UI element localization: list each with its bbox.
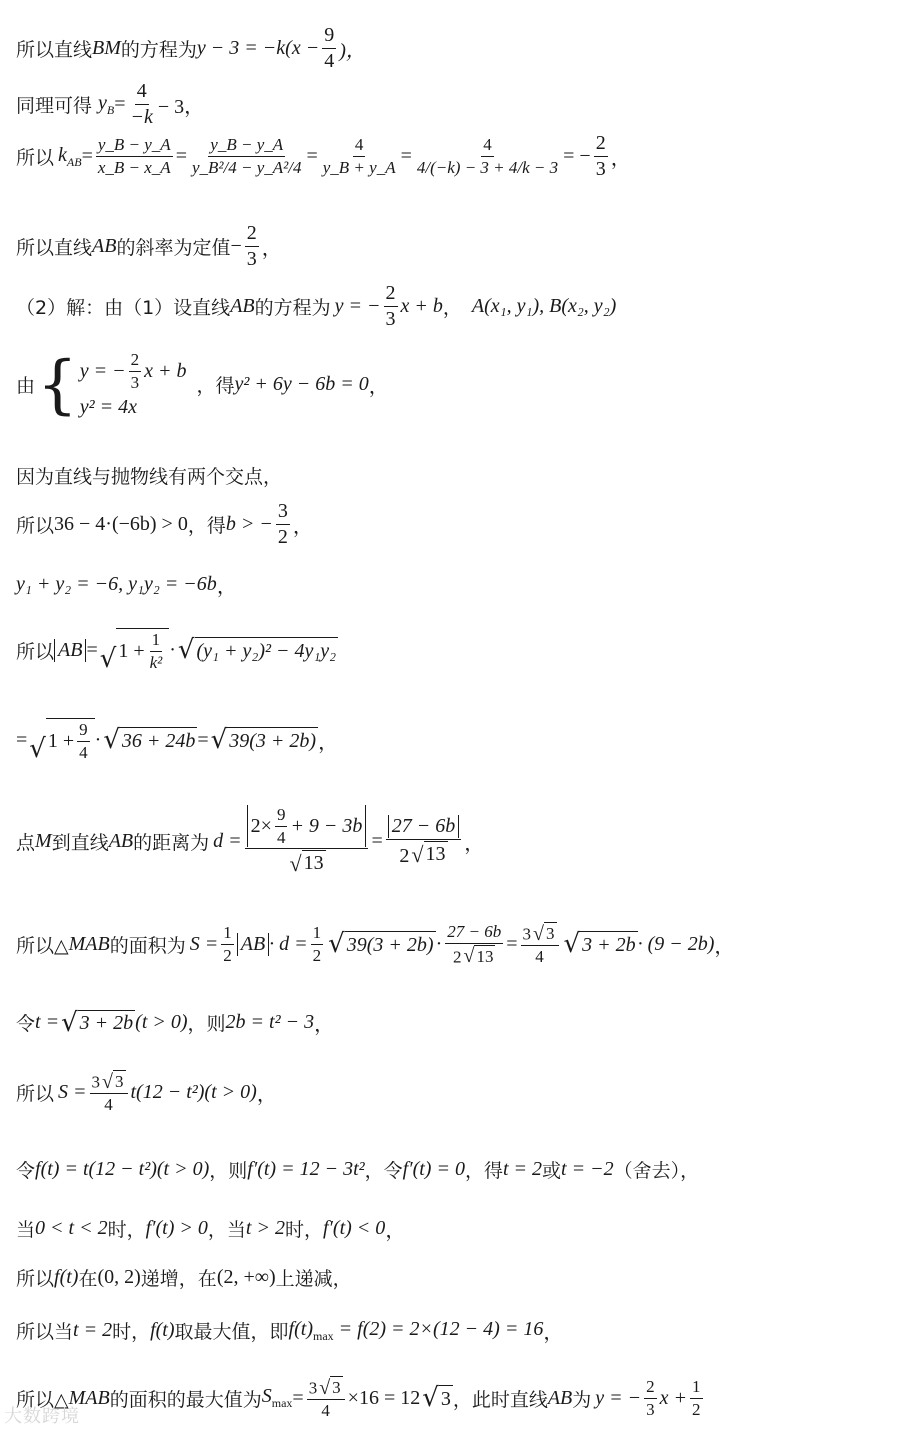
text: 因为直线与抛物线有两个交点， — [16, 466, 283, 488]
math: f′(t) = 0 — [402, 1158, 465, 1180]
math: = − — [563, 145, 591, 167]
text: 所以 — [16, 147, 55, 169]
text: 所以△ — [16, 934, 69, 957]
text: 为 — [572, 1388, 592, 1411]
text: 的距离为 — [133, 831, 210, 854]
fraction: $\frac{4}{-k}$ — [130, 80, 153, 128]
math: = — [506, 932, 518, 955]
fraction: $\frac{y\_B - y\_A}{x\_B - x\_A}$ — [97, 135, 171, 177]
fraction: $\frac{2}{3}$ — [246, 222, 257, 270]
system-row-2: y² = 4x — [79, 396, 137, 419]
fraction: $\frac{3}{2}$ — [277, 500, 288, 548]
text: 递增，在 — [140, 1268, 217, 1290]
math: x + — [659, 1386, 688, 1409]
math: ， — [714, 935, 735, 958]
equation-system — [80, 350, 187, 419]
math: t(12 − t²)(t > 0) — [130, 1080, 257, 1103]
text: 的斜率为定值 — [116, 237, 231, 259]
math: = — [400, 145, 412, 167]
text: ，则 — [209, 1160, 248, 1182]
math: f(t) — [150, 1319, 175, 1341]
fraction: $\frac{2}{3}$ — [595, 132, 606, 180]
math: $y_B$ — [98, 91, 115, 117]
math: f′(t) > 0 — [145, 1217, 208, 1239]
text: ，得 — [187, 515, 226, 537]
math: BM — [92, 37, 121, 59]
fraction: $\frac{4}{4/(-k) - 3 + 4/k - 3}$ — [416, 135, 559, 177]
text: 所以当 — [16, 1321, 74, 1343]
math: y = − — [595, 1386, 642, 1409]
left-brace: { — [37, 347, 78, 422]
fraction: $\frac{1}{2}$ — [312, 923, 322, 965]
text: 或 — [542, 1160, 562, 1182]
math: b > − — [225, 513, 273, 535]
math: 2b = t² − 3 — [225, 1011, 315, 1033]
fraction: $\frac{1}{2}$ — [692, 1377, 701, 1419]
text: 时， — [107, 1219, 146, 1241]
solution-line-3 — [16, 132, 631, 181]
solution-line-6 — [16, 347, 389, 422]
math: AB — [92, 235, 117, 257]
math: t = 2 — [73, 1319, 113, 1341]
solution-line-2 — [16, 80, 204, 129]
sqrt: √ (y₁ + y₂)² − 4y₁y₂ — [177, 635, 337, 666]
fraction: 27 − 6b 2 √ 13 — [386, 815, 462, 868]
fraction: 3 √ 3 4 — [521, 922, 559, 967]
math: $S_{max}$ — [261, 1385, 293, 1411]
text: （舍去）， — [613, 1160, 700, 1182]
text: 由 — [16, 375, 36, 398]
text: （2）解：由（1）设直线 — [16, 297, 231, 319]
math: t = 2 — [502, 1158, 543, 1180]
math: AB — [230, 295, 255, 317]
text: 上递减， — [275, 1268, 352, 1290]
math: = — [81, 145, 93, 167]
math: ×16 = 12 — [347, 1386, 421, 1409]
solution-line-18 — [16, 1264, 352, 1291]
text: ，当 — [207, 1219, 246, 1241]
math: · (9 − 2b) — [637, 932, 715, 955]
math: MAB — [68, 932, 110, 955]
math: − — [230, 235, 242, 257]
math: M — [35, 829, 52, 852]
math: y = − — [334, 295, 381, 317]
math: ， — [261, 238, 282, 260]
solution-line-19 — [16, 1316, 563, 1345]
fraction: $\frac{2}{3}$ — [646, 1377, 655, 1419]
math: x + b — [400, 295, 443, 317]
math: = — [16, 728, 28, 751]
math: · d = — [269, 932, 308, 955]
text: 时， — [112, 1321, 151, 1343]
math: f′(t) = 12 − 3t² — [247, 1158, 365, 1180]
math: (2, +∞) — [216, 1266, 276, 1288]
math: S = — [189, 932, 219, 955]
text: 令 — [16, 1160, 36, 1182]
fraction: 2× $\frac{9}{4}$ + 9 − 3b √ 13 — [245, 805, 369, 877]
text: ，令 — [364, 1160, 403, 1182]
solution-line-20 — [16, 1376, 706, 1421]
math: ， — [610, 148, 631, 170]
text: ，则 — [187, 1013, 226, 1035]
text: ，此时直线 — [452, 1388, 548, 1411]
math: t = −2 — [561, 1158, 614, 1180]
fraction: $\frac{2}{3}$ — [385, 282, 396, 330]
text: 所以直线 — [16, 39, 93, 61]
abs-value: AB — [237, 933, 269, 956]
fraction: $\frac{9}{4}$ — [324, 24, 335, 72]
solution-line-5 — [16, 282, 616, 331]
text: 所以△ — [16, 1388, 69, 1411]
text: 时， — [284, 1219, 323, 1241]
sqrt: √ 3 + 2b — [61, 1007, 134, 1038]
math: ， — [543, 1322, 564, 1344]
fraction: $\frac{1}{2}$ — [223, 923, 232, 965]
math: y − 3 = −k(x − — [196, 37, 320, 59]
math: (0, 2) — [97, 1266, 141, 1288]
math: = — [197, 728, 209, 751]
math: y² + 6y − 6b = 0 — [234, 373, 369, 396]
solution-line-7 — [16, 462, 282, 489]
math: f′(t) < 0 — [323, 1217, 386, 1239]
math: f(t) — [54, 1266, 79, 1288]
math: · — [94, 728, 102, 751]
text: 所以 — [16, 640, 55, 663]
text: 的方程为 — [254, 297, 331, 319]
sqrt: √ 1 + $\frac{9}{4}$ — [29, 718, 94, 762]
math: ， — [216, 576, 237, 598]
math: · — [169, 638, 176, 661]
math: S = — [58, 1080, 87, 1103]
sqrt: √ 3 — [422, 1383, 451, 1414]
math: ， — [368, 376, 389, 399]
sqrt: √ 3 + 2b — [563, 929, 636, 960]
text: 的面积为 — [109, 934, 186, 957]
math: ， — [256, 1083, 277, 1106]
math: y₁ + y₂ = −6, y₁y₂ = −6b — [16, 573, 217, 595]
text: 在 — [78, 1268, 98, 1290]
fraction: 3 √ 3 4 — [307, 1376, 345, 1421]
solution-line-9 — [16, 570, 237, 599]
text: 当 — [16, 1219, 36, 1241]
sqrt: √ 1 + $\frac{1}{\text{k²}}$ — [100, 628, 170, 672]
text: 点 — [16, 831, 36, 854]
math: AB — [547, 1386, 573, 1409]
solution-line-12 — [16, 805, 484, 877]
text: 同理可得 — [16, 95, 93, 117]
text: ，得 — [196, 375, 235, 398]
sqrt: √ 36 + 24b — [103, 725, 196, 756]
math: 36 − 4·(−6b) > 0 — [54, 513, 188, 535]
math: (t > 0) — [135, 1011, 188, 1033]
math: = — [175, 145, 187, 167]
math: ， — [385, 1220, 406, 1242]
solution-line-10 — [16, 628, 338, 675]
solution-line-15 — [16, 1070, 277, 1115]
fraction: 3 √ 3 4 — [90, 1070, 128, 1115]
math: 0 < t < 2 — [35, 1217, 108, 1239]
solution-line-17 — [16, 1214, 405, 1243]
system-row-1: y = − $\frac{2}{3}$ x + b — [79, 350, 187, 392]
math: $f(t)_{max} = f(2) = 2\times(12 - 4) = 16$ — [288, 1317, 544, 1343]
math: d = — [213, 829, 242, 852]
solution-line-8 — [16, 500, 313, 549]
fraction: 27 − 6b 2 √ 13 — [447, 922, 502, 968]
math: t = — [35, 1011, 60, 1033]
text: 的面积的最大值为 — [109, 1388, 262, 1411]
math: ， — [318, 731, 339, 754]
math: A(x₁, y₁), B(x₂, y₂) — [471, 295, 617, 317]
sqrt: √ 39(3 + 2b) — [328, 929, 434, 960]
math: = — [306, 145, 318, 167]
text: 所以 — [16, 1268, 55, 1290]
text: ， — [442, 297, 462, 319]
solution-line-11 — [16, 718, 339, 765]
sqrt: √ 39(3 + 2b) — [210, 725, 317, 756]
math: = — [86, 638, 98, 661]
fraction: $\frac{y\_B - y\_A}{\text{y\_B²/4 − y\_A²/4}}$ — [191, 135, 302, 177]
math: = — [114, 93, 126, 115]
abs-value: AB — [54, 639, 86, 662]
math: AB — [108, 829, 134, 852]
math: )， — [339, 40, 366, 62]
math: = — [371, 829, 383, 852]
math: − 3， — [157, 96, 205, 118]
solution-line-16 — [16, 1156, 699, 1183]
solution-line-4 — [16, 222, 282, 271]
fraction: $\frac{4}{y\_B + y\_A}$ — [322, 135, 396, 177]
text: 取最大值，即 — [174, 1321, 289, 1343]
math: ， — [464, 832, 485, 855]
math: = — [292, 1386, 304, 1409]
solution-line-14 — [16, 1008, 334, 1037]
text: 所以 — [16, 1082, 55, 1105]
text: 的方程为 — [120, 39, 197, 61]
solution-line-13 — [16, 922, 734, 967]
math: $k_{AB}$ — [58, 143, 82, 169]
math: t > 2 — [245, 1217, 285, 1239]
math: f(t) = t(12 − t²)(t > 0) — [35, 1158, 210, 1180]
text: 到直线 — [51, 831, 109, 854]
math: MAB — [68, 1386, 110, 1409]
solution-line-1 — [16, 24, 366, 73]
fraction: $\frac{2}{3}$ — [130, 350, 140, 392]
text: 令 — [16, 1013, 36, 1035]
math: ， — [292, 516, 313, 538]
watermark: 大数跨境 — [4, 1406, 80, 1427]
text: 所以 — [16, 515, 55, 537]
math: · — [435, 932, 443, 955]
text: 所以直线 — [16, 237, 93, 259]
math: ， — [314, 1014, 335, 1036]
text: ，得 — [464, 1160, 503, 1182]
